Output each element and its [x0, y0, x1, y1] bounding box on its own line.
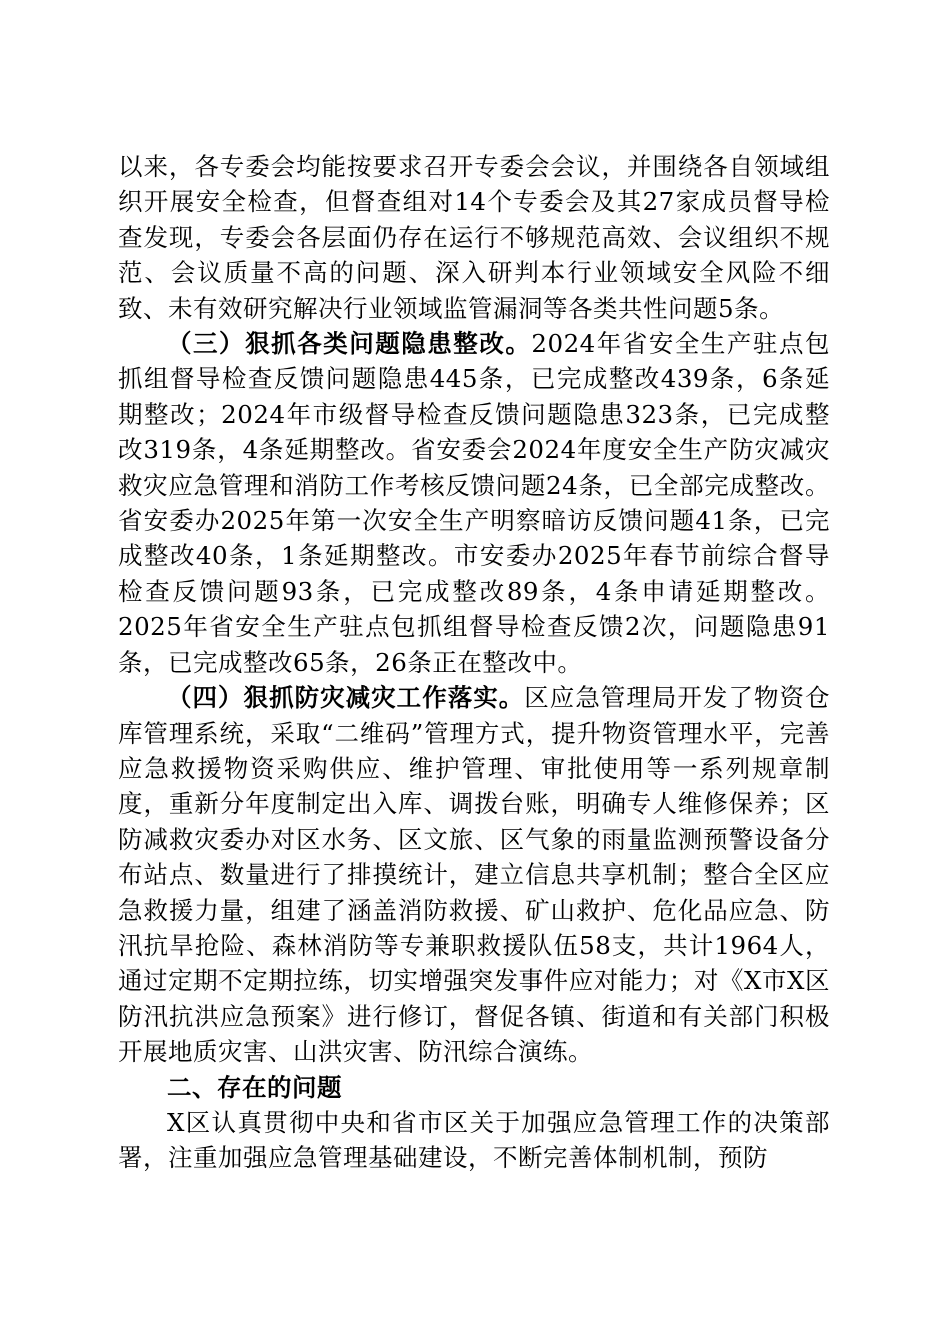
paragraph-disaster-prevention-body: 区应急管理局开发了物资仓库管理系统，采取“二维码”管理方式，提升物资管理水平，完善应急救援物资采购供应、维护管理、审批使用等一系列规章制度，重新分年度制定出入库、调拨台账，明确专人维修保养；区防减救灾委办对区水务、区文旅、区气象的雨量监测预警设备分布站点、数量进行了排摸统计，建立信息共享机制；整合全区应急救援力量，组建了涵盖消防救援、矿山救护、危化品应急、防汛抗旱抢险、森林消防等专兼职救援队伍58支，共计1964人，通过定期不定期拉练，切实增强突发事件应对能力；对《X市X区防汛抗洪应急预案》进行修订，督促各镇、街道和有关部门积极开展地质灾害、山洪灾害、防汛综合演练。 [118, 683, 831, 1067]
document-body [118, 149, 830, 1176]
subheading-hazard-rectification: （三）狠抓各类问题隐患整改。 [167, 329, 532, 359]
paragraph-existing-problems-intro: X区认真贯彻中央和省市区关于加强应急管理工作的决策部署，注重加强应急管理基础建设，不断完善体制机制，预防 [118, 1107, 830, 1173]
section-heading-existing-problems: 二、存在的问题 [167, 1072, 342, 1102]
paragraph-committee-inspection: 以来，各专委会均能按要求召开专委会会议，并围绕各自领域组织开展安全检查，但督查组对14个专委会及其27家成员督导检查发现，专委会各层面仍存在运行不够规范高效、会议组织不规范、会议质量不高的问题、深入研判本行业领域安全风险不细致、未有效研究解决行业领域监管漏洞等各类共性问题5条。 [118, 152, 830, 323]
paragraph-hazard-rectification [118, 326, 830, 680]
subheading-disaster-prevention: （四）狠抓防灾减灾工作落实。 [167, 683, 525, 713]
paragraph-hazard-rectification-body: 2024年省安全生产驻点包抓组督导检查反馈问题隐患445条，已完成整改439条，6条延期整改；2024年市级督导检查反馈问题隐患323条，已完成整改319条，4条延期整改。省安委会2024年度安全生产防灾减灾救灾应急管理和消防工作考核反馈问题24条，已全部完成整改。省安委办2025年第一次安全生产明察暗访反馈问题41条，已完成整改40条，1条延期整改。市安委办2025年春节前综合督导检查反馈问题93条，已完成整改89条，4条申请延期整改。2025年省安全生产驻点包抓组督导检查反馈2次，问题隐患91条，已完成整改65条，26条正在整改中。 [118, 329, 830, 677]
paragraph-disaster-prevention [118, 680, 830, 1069]
